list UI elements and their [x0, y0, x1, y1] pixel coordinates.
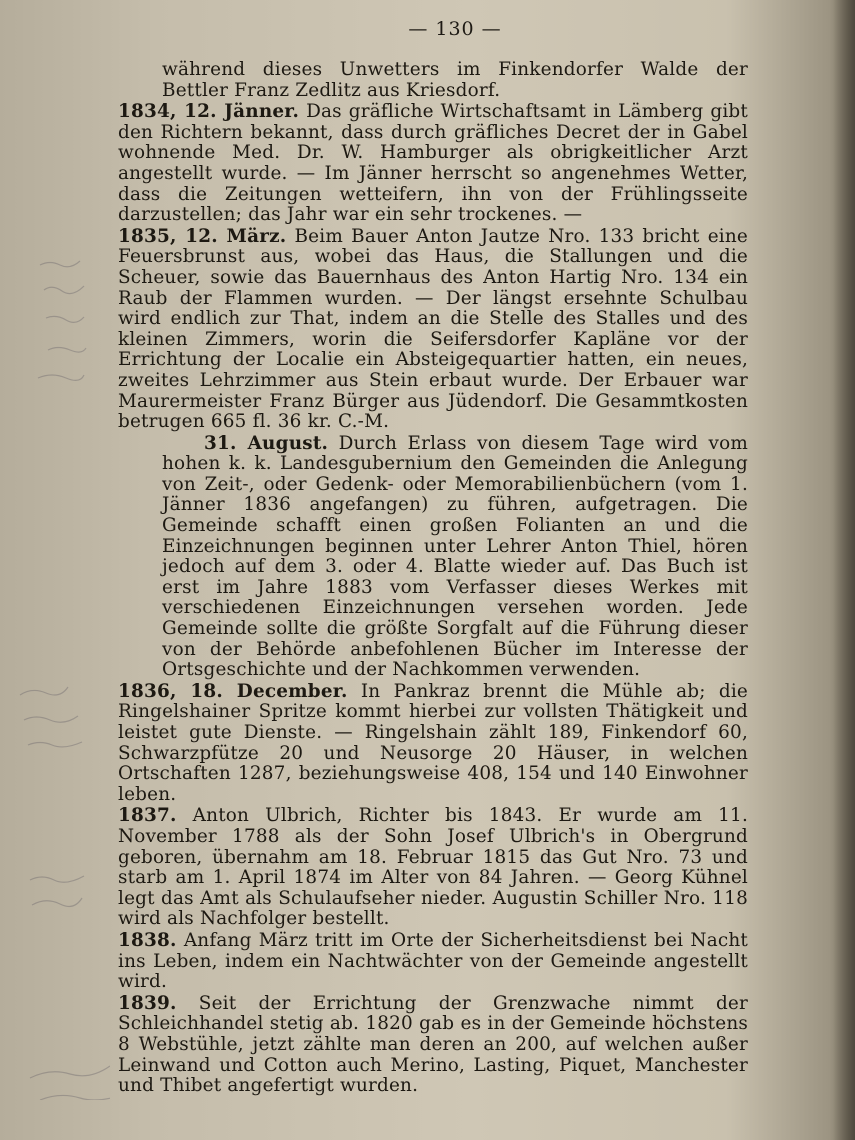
entry-text: während dieses Unwetters im Finkendorfer Walde der Bettler Franz Zedlitz aus Kriesdorf. [162, 59, 748, 101]
entry-text: In Pankraz brennt die Mühle ab; die Ringelshainer Spritze kommt hierbei zur vollsten Thätigkeit und leistet gute Dienste. — Ringelshain zählt 189, Finkendorf 60, Schwarzpfütze 20 und Neusorge 20 Häuser, in welchen Ortschaften 1287, beziehungsweise 408, 154 und 140 Einwohner leben. [118, 680, 748, 805]
entry-date: 1838. [118, 929, 177, 951]
entry-text: Das gräfliche Wirtschaftsamt in Lämberg gibt den Richtern bekannt, dass durch gräfliches Decret der in Gabel wohnende Med. Dr. W. Hamburger als obrigkeitlicher Arzt angestellt wurde. — Im Jänner herrscht so angenehmes Wetter, dass die Zeitungen wetteifern, ihn von der Frühlingsseite darzustellen; das Jahr war ein sehr trockenes. — [118, 101, 748, 226]
entry-text: Beim Bauer Anton Jautze Nro. 133 bricht eine Feuersbrunst aus, wobei das Haus, die Stallungen und die Scheuer, sowie das Bauernhaus des Anton Hartig Nro. 134 ein Raub der Flammen wurden. — Der längst ersehnte Schulbau wird endlich zur That, indem an die Stelle des Stalles und des kleinen Zimmers, worin die Seifersdorfer Kapläne vor der Errichtung der Localie ein Absteigequartier hatten, ein neues, zweites Lehrzimmer aus Stein erbaut wurde. Der Erbauer war Maurermeister Franz Bürger aus Jüdendorf. Die Gesammtkosten betrugen 665 fl. 36 kr. C.-M. [118, 225, 749, 433]
entry-1834 [118, 102, 748, 226]
entry-1835-august [118, 434, 748, 681]
entry-date: 1837. [118, 805, 177, 827]
page-number: — 130 — [408, 18, 502, 40]
pencil-scribble-3 [30, 876, 110, 1100]
pencil-marginalia [0, 0, 110, 1100]
entry-date: 1836, 18. December. [118, 680, 348, 702]
page-body [118, 60, 748, 1098]
entry-1835-march [118, 227, 748, 433]
entry-continuation [118, 60, 748, 101]
entry-date: 31. August. [204, 432, 329, 454]
entry-1838 [118, 931, 748, 993]
entry-date: 1835, 12. März. [118, 225, 287, 247]
entry-text: Anton Ulbrich, Richter bis 1843. Er wurde am 11. November 1788 als der Sohn Josef Ulbrich's in Obergrund geboren, übernahm am 18. Februar 1815 das Gut Nro. 73 und starb am 1. April 1874 im Alter von 84 Jahren. — Georg Kühnel legt das Amt als Schulaufseher nieder. Augustin Schiller Nro. 118 wird als Nachfolger bestellt. [118, 805, 749, 930]
entry-1839 [118, 994, 748, 1097]
pencil-scribble-2 [20, 687, 82, 747]
page-edge-shadow [833, 0, 855, 1140]
entry-text: Anfang März tritt im Orte der Sicherheitsdienst bei Nacht ins Leben, indem ein Nachtwächter von der Gemeinde angestellt wird. [118, 929, 749, 993]
entry-date: 1834, 12. Jänner. [118, 101, 300, 123]
entry-text: Seit der Errichtung der Grenzwache nimmt der Schleichhandel stetig ab. 1820 gab es in der Gemeinde höchstens 8 Webstühle, jetzt zählte man deren an 200, auf welchen außer Leinwand und Cotton auch Merino, Lasting, Piquet, Manchester und Thibet angefertigt wurden. [118, 992, 748, 1097]
pencil-scribble-1 [38, 261, 86, 380]
entry-date: 1839. [118, 992, 177, 1014]
entry-1837 [118, 806, 748, 930]
entry-1836 [118, 682, 748, 806]
entry-text: Durch Erlass von diesem Tage wird vom hohen k. k. Landesgubernium den Gemeinden die Anlegung von Zeit-, oder Gedenk- oder Memorabilienbüchern (vom 1. Jänner 1836 angefangen) zu führen, aufgetragen. Die Gemeinde schafft einen großen Folianten an und die Einzeichnungen beginnen unter Lehrer Anton Thiel, hören jedoch auf dem 3. oder 4. Blatte wieder auf. Das Buch ist erst im Jahre 1883 vom Verfasser dieses Werkes mit verschiedenen Einzeichnungen versehen worden. Jede Gemeinde sollte die größte Sorgfalt auf die Führung dieser von der Behörde anbefohlenen Bücher im Interesse der Ortsgeschichte und der Nachkommen verwenden. [162, 432, 749, 681]
